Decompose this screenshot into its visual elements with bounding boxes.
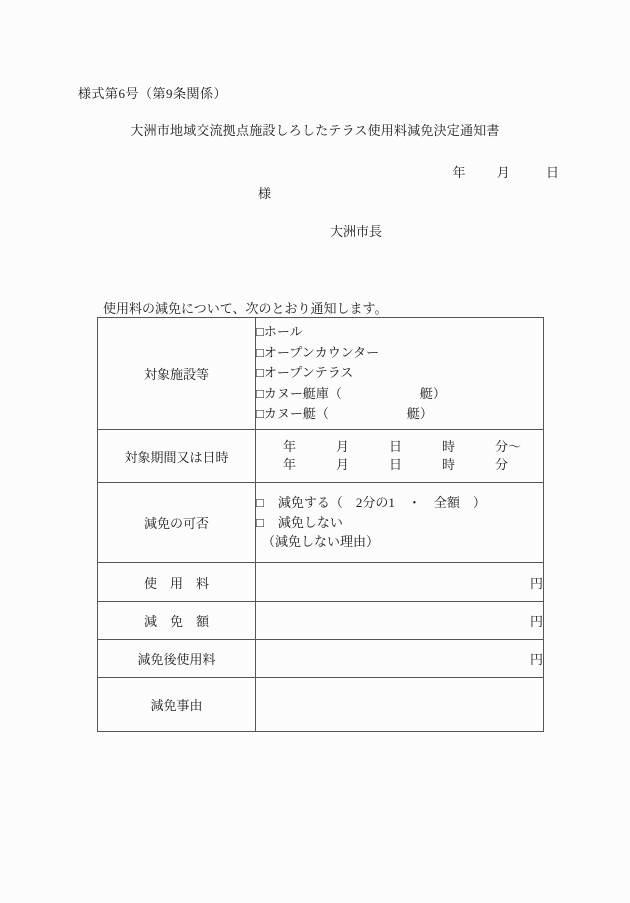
date-line <box>452 162 559 181</box>
period-minute-label: 分 <box>495 457 509 472</box>
checkbox-icon[interactable]: □ <box>256 365 264 381</box>
period-day-label: 日 <box>389 457 403 472</box>
facility-option-label: カヌー艇庫（ 艇） <box>263 385 446 401</box>
fee-label: 使 用 料 <box>98 563 256 602</box>
period-year-label: 年 <box>283 439 297 454</box>
table-row-facility <box>98 318 544 430</box>
notice-table <box>97 317 544 732</box>
period-hour-label: 時 <box>442 439 456 454</box>
checkbox-icon[interactable]: □ <box>256 385 264 401</box>
period-label: 対象期間又は日時 <box>98 430 256 483</box>
period-minute-label: 分～ <box>495 439 522 454</box>
facility-option <box>256 343 543 364</box>
checkbox-icon[interactable]: □ <box>256 406 264 422</box>
facility-options-cell <box>256 318 544 430</box>
facility-label: 対象施設等 <box>98 318 256 430</box>
reduction-amount-cell <box>256 602 544 640</box>
year-label: 年 <box>452 165 466 180</box>
checkbox-icon[interactable]: □ <box>256 324 264 340</box>
facility-option-label: カヌー艇（ 艇） <box>263 406 433 422</box>
facility-option <box>256 363 543 384</box>
table-row-decision <box>98 483 544 563</box>
period-month-label: 月 <box>336 439 350 454</box>
table-row-fee <box>98 563 544 602</box>
facility-option <box>256 404 543 425</box>
period-day-label: 日 <box>389 439 403 454</box>
checkbox-icon[interactable]: □ <box>256 514 264 530</box>
table-row-reason <box>98 678 544 732</box>
facility-option <box>256 322 543 343</box>
fee-after-label: 減免後使用料 <box>98 640 256 678</box>
checkbox-icon[interactable]: □ <box>256 495 264 511</box>
decision-option-grant <box>256 493 543 513</box>
period-line-start <box>256 438 543 456</box>
facility-option-label: オープンカウンター <box>263 344 380 360</box>
period-hour-label: 時 <box>442 457 456 472</box>
facility-option-label: オープンテラス <box>263 365 354 381</box>
facility-option-label: ホール <box>263 324 303 340</box>
decision-option-label: 減免しない <box>277 514 343 530</box>
period-year-label: 年 <box>283 457 297 472</box>
yen-unit-label: 円 <box>529 575 543 591</box>
fee-after-amount-cell <box>256 640 544 678</box>
day-label: 日 <box>545 165 559 180</box>
decision-option-label: 減免する（ 2分の1 ・ 全額 ） <box>277 495 486 511</box>
form-number: 様式第6号（第9条関係） <box>78 86 228 101</box>
yen-unit-label: 円 <box>529 652 543 667</box>
decision-option-deny <box>256 513 543 533</box>
checkbox-icon[interactable]: □ <box>256 344 264 360</box>
period-line-end <box>256 456 543 474</box>
intro-text: 使用料の減免について、次のとおり通知します。 <box>103 301 388 316</box>
table-row-period <box>98 430 544 483</box>
period-value-cell <box>256 430 544 483</box>
decision-deny-reason-note: （減免しない理由） <box>262 534 380 550</box>
month-label: 月 <box>496 165 510 180</box>
facility-option <box>256 384 543 405</box>
yen-unit-label: 円 <box>529 614 543 629</box>
decision-options-cell <box>256 483 544 563</box>
decision-label: 減免の可否 <box>98 483 256 563</box>
table-row-reduction <box>98 602 544 640</box>
fee-amount-cell <box>256 563 544 602</box>
table-row-fee-after <box>98 640 544 678</box>
reason-label: 減免事由 <box>98 678 256 732</box>
reason-value-cell <box>256 678 544 732</box>
addressee-suffix: 様 <box>258 186 272 201</box>
page-title: 大洲市地域交流拠点施設しろしたテラス使用料減免決定通知書 <box>130 123 500 138</box>
reduction-label: 減 免 額 <box>98 602 256 640</box>
sender-name: 大洲市長 <box>330 224 383 239</box>
period-month-label: 月 <box>336 457 350 472</box>
